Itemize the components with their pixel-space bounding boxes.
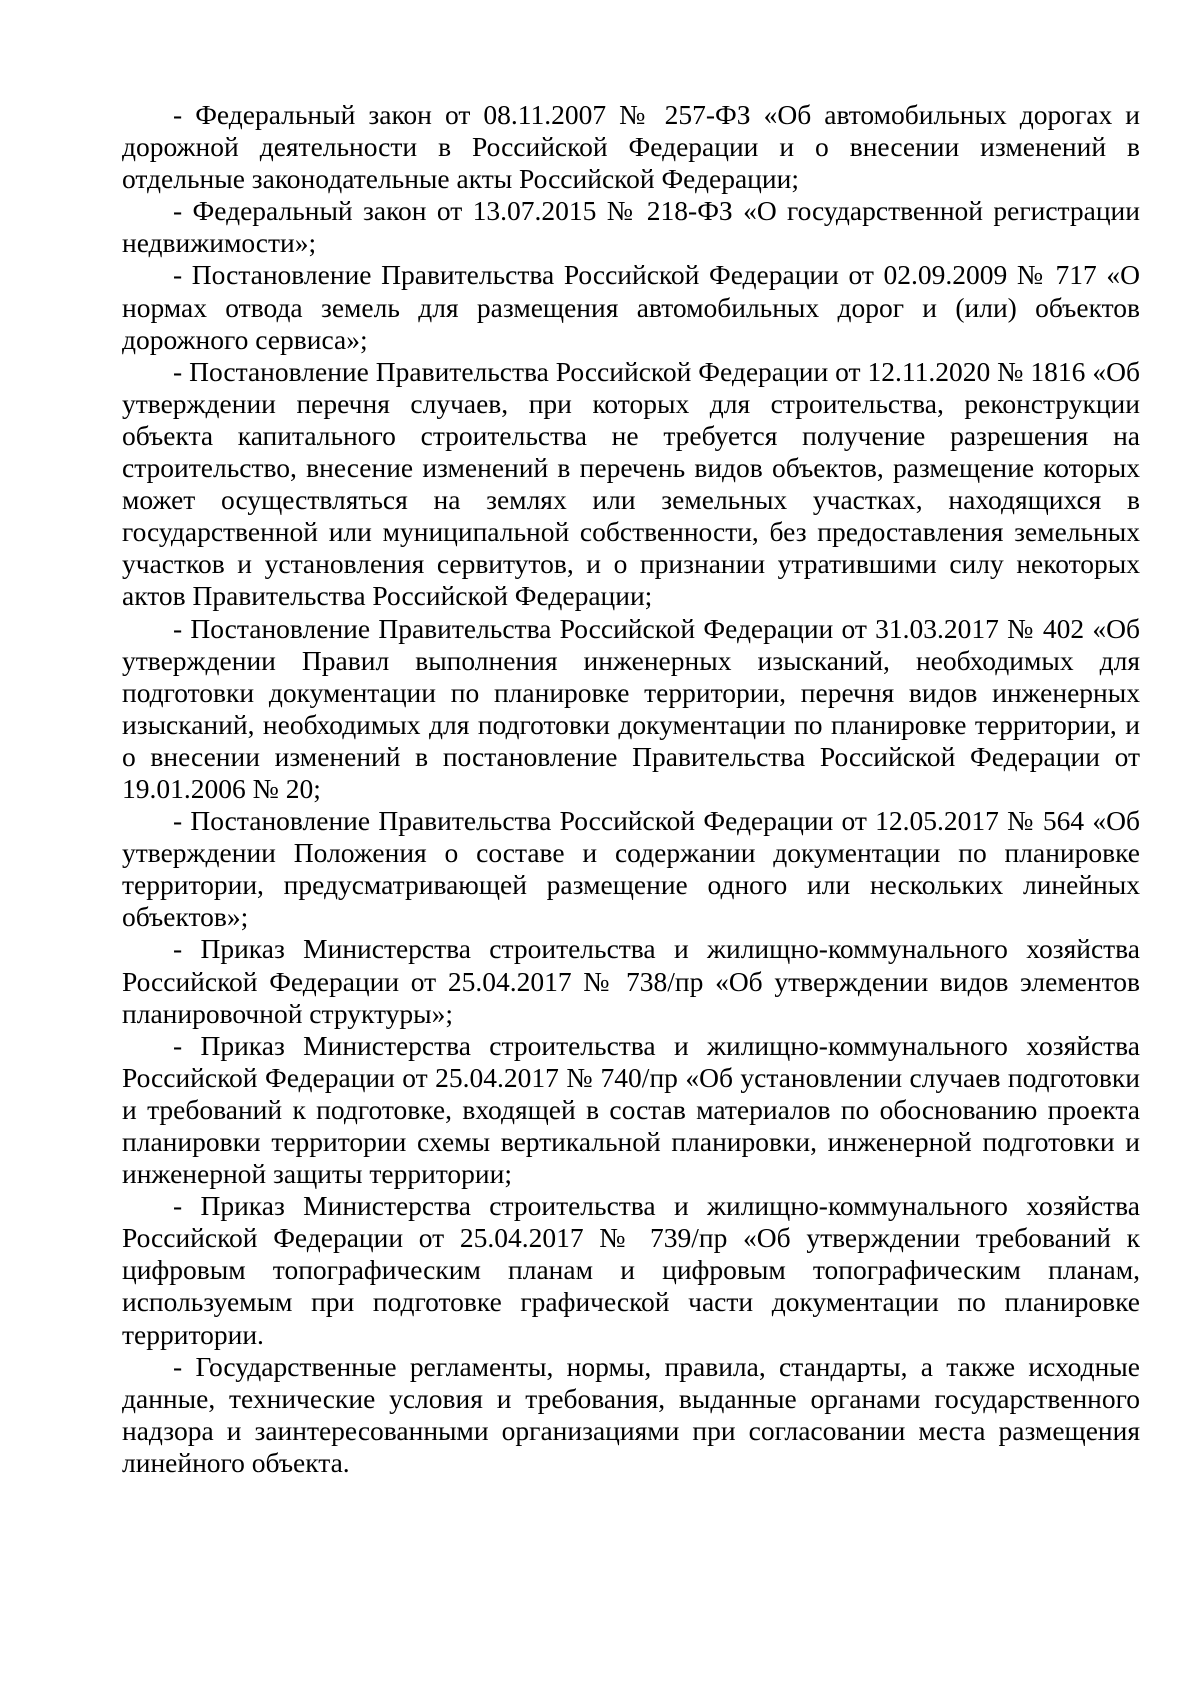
document-body [122,99,1140,1479]
list-item: - Приказ Министерства строительства и жилищно-коммунального хозяйства Российской Федерации от 25.04.2017 № 739/пр «Об утверждении требований к цифровым топографическим планам и цифровым топографическим планам, используемым при подготовке графической части документации по планировке территории. [122,1190,1140,1350]
list-item: - Постановление Правительства Российской Федерации от 31.03.2017 № 402 «Об утверждении Правил выполнения инженерных изысканий, необходимых для подготовки документации по планировке территории, перечня видов инженерных изысканий, необходимых для подготовки документации по планировке территории, и о внесении изменений в постановление Правительства Российской Федерации от 19.01.2006 № 20; [122,612,1140,804]
list-item: - Постановление Правительства Российской Федерации от 12.05.2017 № 564 «Об утверждении Положения о составе и содержании документации по планировке территории, предусматривающей размещение одного или нескольких линейных объектов»; [122,805,1140,933]
list-item: - Приказ Министерства строительства и жилищно-коммунального хозяйства Российской Федерации от 25.04.2017 № 738/пр «Об утверждении видов элементов планировочной структуры»; [122,933,1140,1029]
list-item: - Федеральный закон от 08.11.2007 № 257-ФЗ «Об автомобильных дорогах и дорожной деятельности в Российской Федерации и о внесении изменений в отдельные законодательные акты Российской Федерации; [122,99,1140,195]
list-item: - Государственные регламенты, нормы, правила, стандарты, а также исходные данные, технические условия и требования, выданные органами государственного надзора и заинтересованными организациями при согласовании места размещения линейного объекта. [122,1350,1140,1478]
list-item: - Постановление Правительства Российской Федерации от 12.11.2020 № 1816 «Об утверждении перечня случаев, при которых для строительства, реконструкции объекта капитального строительства не требуется получение разрешения на строительство, внесение изменений в перечень видов объектов, размещение которых может осуществляться на землях или земельных участках, находящихся в государственной или муниципальной собственности, без предоставления земельных участков и установления сервитутов, и о признании утратившими силу некоторых актов Правительства Российской Федерации; [122,355,1140,612]
list-item: - Приказ Министерства строительства и жилищно-коммунального хозяйства Российской Федерации от 25.04.2017 № 740/пр «Об установлении случаев подготовки и требований к подготовке, входящей в состав материалов по обоснованию проекта планировки территории схемы вертикальной планировки, инженерной подготовки и инженерной защиты территории; [122,1029,1140,1190]
list-item: - Постановление Правительства Российской Федерации от 02.09.2009 № 717 «О нормах отвода земель для размещения автомобильных дорог и (или) объектов дорожного сервиса»; [122,259,1140,355]
list-item: - Федеральный закон от 13.07.2015 № 218-ФЗ «О государственной регистрации недвижимости»; [122,195,1140,259]
